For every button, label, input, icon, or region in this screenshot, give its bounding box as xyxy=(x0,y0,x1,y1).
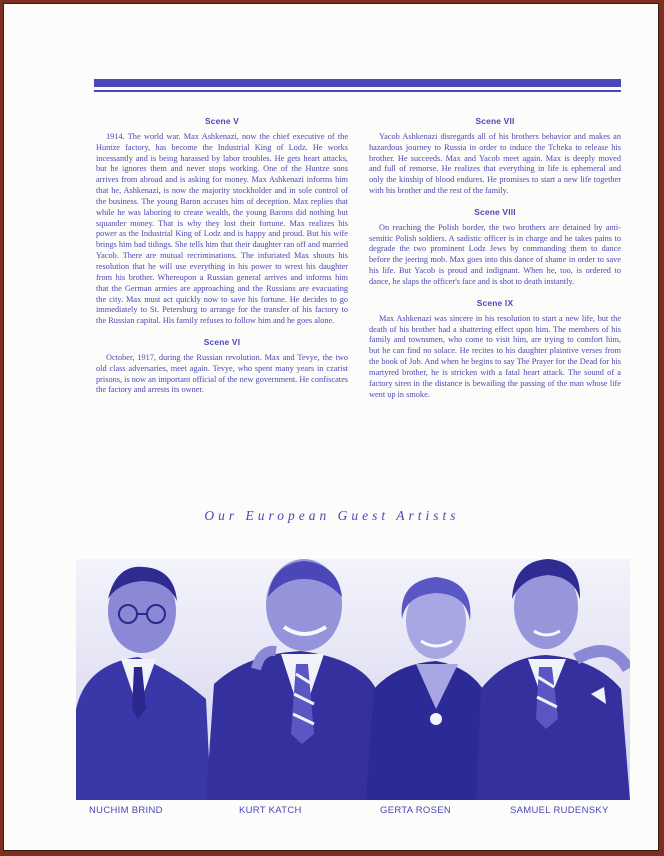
scene-viii-text: On reaching the Polish border, the two brothers are detained by anti-semitic Polish soldiers. A sadistic officer is in charge and he takes pains to degrade the two prominent Lodz Jews by commanding them to dance before the jeering mob. Max goes into this dance of shame in order to save his life. But Yacob is proud and indignant. When he, too, is ordered to dance, he slaps the officer's face and is shot to death instantly. xyxy=(369,222,621,286)
guest-artists-title: Our European Guest Artists xyxy=(204,508,460,523)
scene-v-heading: Scene V xyxy=(205,116,239,126)
artist-name-4: SAMUEL RUDENSKY xyxy=(510,805,609,816)
artist-name-2: KURT KATCH xyxy=(239,805,302,816)
top-rule-thin xyxy=(94,90,621,92)
top-rule-thick xyxy=(94,79,621,87)
left-column xyxy=(96,116,348,406)
scene-v-text: 1914. The world war. Max Ashkenazi, now the chief executive of the Huntze factory, has become the Industrial King of Lodz. He works incessantly and is being harassed by labor troubles. He gets heart attacks, but he ignores them and never stops working. One of the Huntze sons arrives from abroad and is asking for money. Max Ashkenazi informs him that he, Ashkenazi, is now the majority stockholder and in sole control of the business. The young Baron accuses him of deception. Max replies that while he was laboring to create wealth, the young Barons did nothing but squander money. That is why they lost their fortune. Max realizes his power as the Industrial King of Lodz and is happy and proud. But his wife brings him bad tidings. She tells him that their daughter ran off and married Yacob. There are mutual recriminations. The infuriated Max shouts his resolution that he will use everything in his power to wrest his daughter from his brother. Whereupon a Russian general arrives and informs him that the German armies are approaching and the Russians are evacuating the city. Max must act quickly now to save his fortune. He decides to go immediately to St. Petersburg to arrange for the transfer of his factory to the Russian capital. His family refuses to follow him and he goes alone. xyxy=(96,131,348,326)
program-page xyxy=(3,3,659,851)
scene-vi-text: October, 1917, during the Russian revolution. Max and Tevye, the two old class adversaries, meet again. Tevye, who spent many years in czarist prisons, is now an important official of the new government. He confiscates the factory and arrests its owner. xyxy=(96,352,348,395)
right-column xyxy=(369,116,621,410)
artist-name-3: GERTA ROSEN xyxy=(380,805,452,816)
artist-names xyxy=(4,805,659,821)
scene-vii-heading: Scene VII xyxy=(475,116,515,126)
scene-vii-text: Yacob Ashkenazi disregards all of his brothers behavior and makes an hazardous journey to Russia in order to induce the Tcheka to release his brother. He succeeds. Max and Yacob meet again. Max is deeply moved and full of remorse. He realizes that everything in life is ephemeral and only the kinship of blood endures. He promises to start a new life together with his brother and the rest of the family. xyxy=(369,131,621,196)
scene-ix-heading: Scene IX xyxy=(476,297,514,308)
scene-ix-text: Max Ashkenazi was sincere in his resolution to start a new life, but the death of his brother had a shattering effect upon him. The members of his family and townsmen, who come to visit him, are trying to comfort him, but he can find no solace. He recites to his daughter plaintive verses from the book of Job. And when he begins to say The Prayer for the Dead for his martyred brother, he is stricken with a fatal heart attack. The sound of a factory siren in the distance is bewailing the passing of the man whose life went up in smoke. xyxy=(369,313,621,399)
scene-vi-heading: Scene VI xyxy=(203,337,241,348)
artist-name-1: NUCHIM BRIND xyxy=(89,805,163,816)
scene-viii-heading: Scene VIII xyxy=(474,206,516,217)
guest-artists-photo xyxy=(76,559,630,800)
